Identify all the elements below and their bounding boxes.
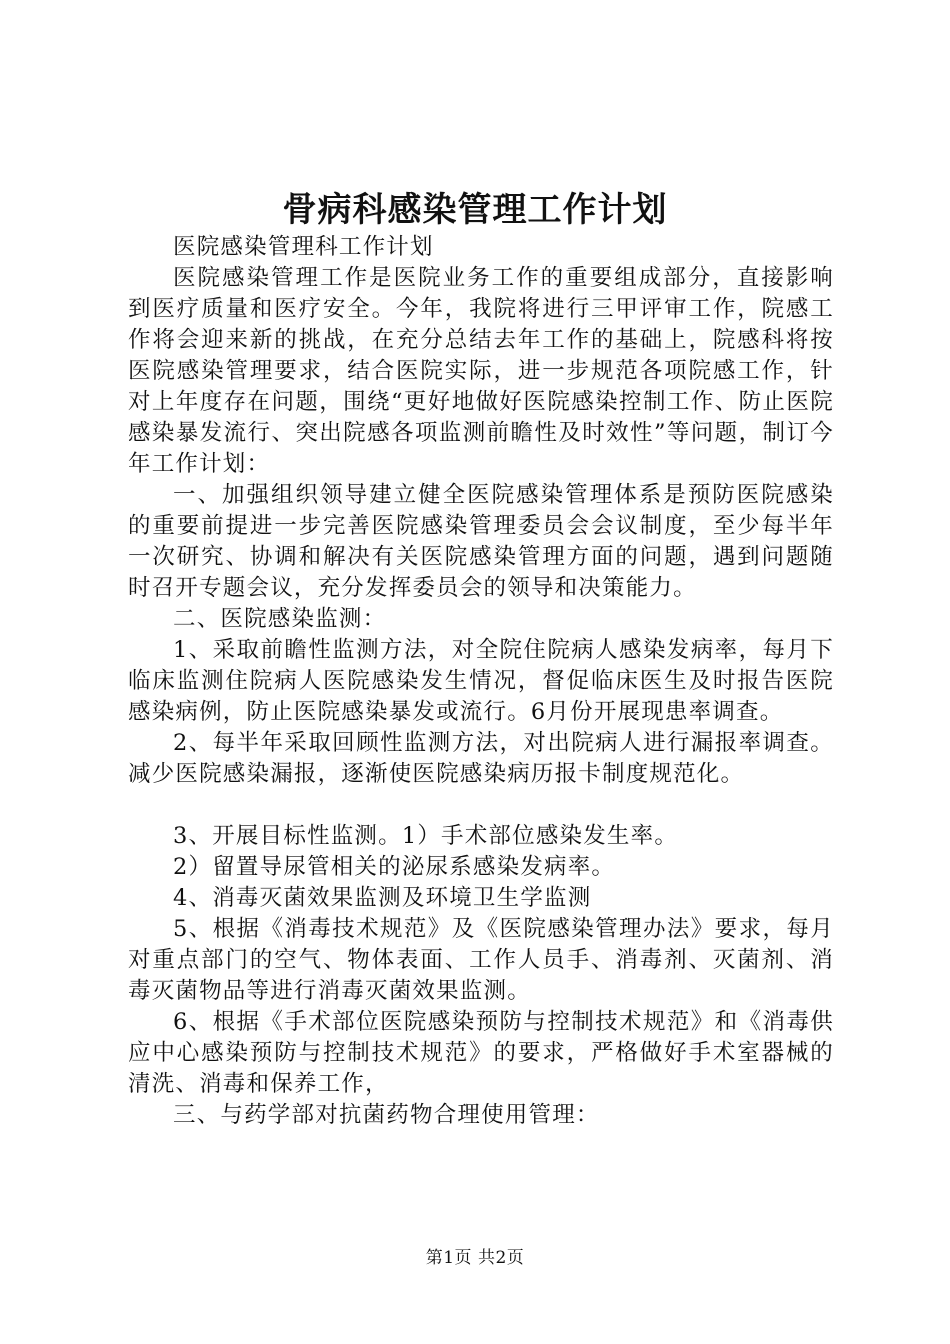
paragraph-subtitle: 医院感染管理科工作计划 [173, 234, 434, 260]
page-footer: 第1页 共2页 [425, 1248, 525, 1268]
paragraph-item-2: 2、每半年采取回顾性监测方法，对出院病人进行漏报率调查。减少医院感染漏报，逐渐使医院感染病历报卡制度规范化。 [128, 730, 834, 787]
paragraph-item-3: 3、开展目标性监测。1）手术部位感染发生率。 [173, 823, 679, 849]
paragraph-item-3-sub: 2）留置导尿管相关的泌尿系感染发病率。 [173, 854, 616, 880]
paragraph-item-1: 1、采取前瞻性监测方法，对全院住院病人感染发病率，每月下临床监测住院病人医院感染发生情况，督促临床医生及时报告医院感染病例，防止医院感染暴发或流行。6月份开展现患率调查。 [128, 637, 834, 725]
paragraph-section-2-heading: 二、医院感染监测： [173, 606, 387, 632]
paragraph-intro: 医院感染管理工作是医院业务工作的重要组成部分，直接影响到医疗质量和医疗安全。今年，我院将进行三甲评审工作，院感工作将会迎来新的挑战，在充分总结去年工作的基础上，院感科将按医院感染管理要求，结合医院实际，进一步规范各项院感工作，针对上年度存在问题，围绕“更好地做好医院感染控制工作、防止医院感染暴发流行、突出院感各项监测前瞻性及时效性”等问题，制订今年工作计划： [128, 265, 834, 477]
paragraph-section-1: 一、加强组织领导建立健全医院感染管理体系是预防医院感染的重要前提进一步完善医院感染管理委员会会议制度，至少每半年一次研究、协调和解决有关医院感染管理方面的问题，遇到问题随时召开专题会议，充分发挥委员会的领导和决策能力。 [128, 482, 834, 601]
document-body [128, 232, 834, 1131]
document-title: 骨病科感染管理工作计划 [282, 190, 668, 230]
paragraph-item-5: 5、根据《消毒技术规范》及《医院感染管理办法》要求，每月对重点部门的空气、物体表面、工作人员手、消毒剂、灭菌剂、消毒灭菌物品等进行消毒灭菌效果监测。 [128, 916, 834, 1004]
paragraph-section-3-heading: 三、与药学部对抗菌药物合理使用管理： [173, 1102, 600, 1128]
paragraph-item-4: 4、消毒灭菌效果监测及环境卫生学监测 [173, 885, 592, 911]
paragraph-item-6: 6、根据《手术部位医院感染预防与控制技术规范》和《消毒供应中心感染预防与控制技术规范》的要求，严格做好手术室器械的清洗、消毒和保养工作， [128, 1009, 834, 1097]
